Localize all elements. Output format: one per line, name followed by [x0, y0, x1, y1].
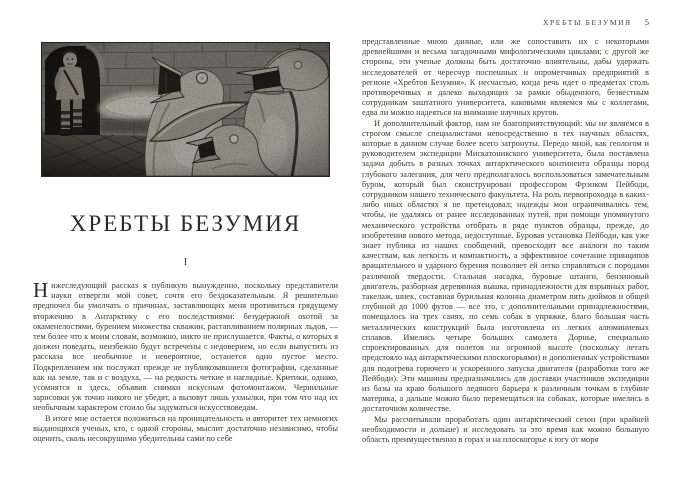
paragraph: В итоге мне остается положиться на проницательность и авторитет тех немногих выдающихся ученых, кто, с одной стороны, мыслит достаточно независимо, чтобы оценить, сколь несокрушимо убедительны сами по себе [33, 413, 338, 444]
running-header [362, 17, 649, 27]
paragraph: представленные мною данные, или же сопоставить их с некоторыми древнейшими и весьма загадочными мифологическими циклами; с другой же стороны, эти ученые должны быть достаточно влиятельны, дабы удержать исследователей от чересчур поспешных и опрометчивых предприятий в регионе «Хребтов Безумия». К несчастью, когда речь идет о предметах столь противоречивых и далеко выходящих за рамки обыденного, безвестным сотрудникам заштатного университета, каковыми являемся мы с коллегами, едва ли можно надеяться на внимание научных кругов. [362, 37, 649, 118]
chapter-illustration [42, 43, 329, 176]
vignette [42, 43, 329, 176]
paragraph [33, 278, 338, 414]
running-title: ХРЕБТЫ БЕЗУМИЯ [543, 18, 632, 27]
right-page [362, 0, 649, 482]
paragraph: И дополнительный фактор, нам не благоприятствующий: мы не являемся в строгом смысле специалистами непосредственно в тех научных областях, которые в данном случае более всего затронуты. Передо мной, как геологом и руководителем экспедиции Мискатоникского университета, была поставлена задача добыть в разных точках антарктического континента образцы пород глубокого залегания, для чего предполагалось воспользоваться замечательным буром, который был сконструирован профессором Фрэнком Пейбоди, сотрудником нашего технического факультета. На роль первопроходца в каких-либо иных областях я не претендовал; надежды мои ограничивались тем, чтобы, не удаляясь от ранее исследованных путей, при помощи упомянутого механического устройства отобрать в ряде пунктов образцы, прежде, до изобретения нового метода, недоступные. Буровая установка Пейбоди, как уже знает публика из наших сообщений, превосходит все аналоги по таким качествам, как легкость и компактность, а эффективное сочетание принципов вращательного и ударного бурения позволяет ей легко справляться с породами различной твердости. Стальная насадка, буровые штанги, бензиновый двигатель, разборная деревянная вышка, принадлежности для взрывных работ, такелаж, шнек, составная бурильная колонна диаметром пять дюймов и общей глубиной до 1000 футов — все это, с дополнительными принадлежностями, помещалось на трех санях, по семь собак в упряжке, благо большая часть металлических конструкций была изготовлена из легких алюминиевых сплавов. Имелись четыре больших самолета Дорнье, специально спроектированных для полетов на огромной высоте (поскольку летать предстояло над антарктическими плоскогорьями) и дополненных устройствами для подогрева горючего и ускоренного запуска двигателя (разработки того же Пейбоди). Эти машины предназначались для доставки участников экспедиции из базы на краю большого ледяного барьера к различным точкам в глубине материка, а дальше можно было перемещаться на собаках, которые имелись в достаточном количестве. [362, 118, 649, 414]
left-page [33, 0, 338, 482]
paragraph: Мы рассчитывали проработать один антарктический сезон (при крайней необходимости и дольше) и исследовать за это время как можно большую область преимущественно в горах и на плоскогорье к югу от моря [362, 414, 649, 444]
page-number: 5 [644, 17, 649, 27]
chapter-title: ХРЕБТЫ БЕЗУМИЯ [69, 211, 302, 237]
paragraph-text: ижеследующий рассказ я публикую вынужденно, поскольку представители науки отвергли мой совет, сочтя его бездоказательным. Я решительно предпочел бы умолчать о причинах, заставляющих меня противиться грядущему вторжению в Антарктику с его последствиями: безудержной охотой за окаменелостями, бурением множества скважин, растапливанием полярных льдов, — тем более что к моим словам, возможно, никто не прислушается. Факты, о которых я должен поведать, неизбежно будут встречены с недоверием, но если выпустить из рассказа все необычное и невероятное, останется одно пустое место. Подкреплением им послужат прежде не публиковавшиеся фотографии, сделанные как на земле, так и с воздуха, — на редкость четкие и наглядные. Критики, однако, усомнятся и здесь, объявив снимки искусным фотомонтажом. Чернильные зарисовки уж точно никого не убедят, а вызовут лишь ухмылки, при том что над их необычным характером стоило бы задуматься искусствоведам. [33, 281, 338, 413]
right-column-text [362, 37, 649, 445]
section-number: I [183, 257, 188, 268]
drop-cap: Н [33, 278, 49, 302]
left-column-text [33, 278, 338, 444]
